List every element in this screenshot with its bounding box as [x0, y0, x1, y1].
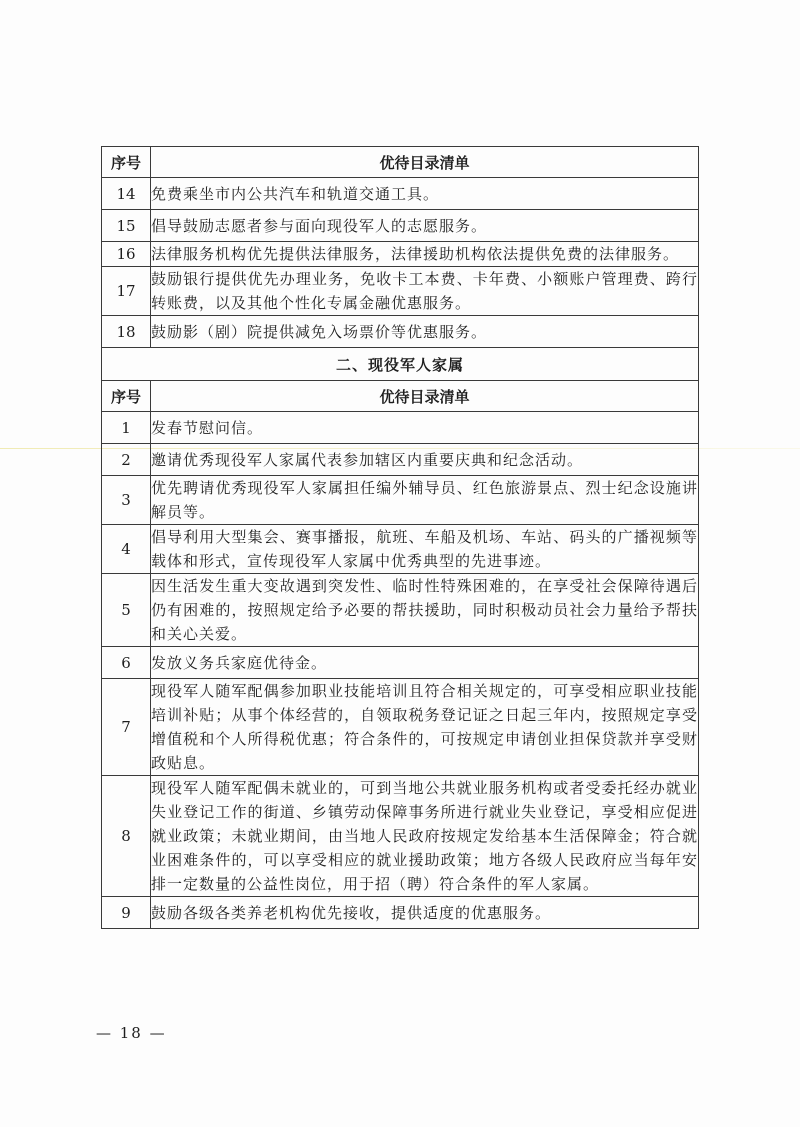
table-header-row	[102, 381, 699, 412]
row-number: 3	[102, 476, 151, 525]
header-catalog-title: 优待目录清单	[151, 381, 699, 412]
row-text: 邀请优秀现役军人家属代表参加辖区内重要庆典和纪念活动。	[151, 444, 699, 476]
section-title: 二、现役军人家属	[102, 348, 699, 381]
row-number: 8	[102, 776, 151, 897]
table-row	[102, 525, 699, 574]
row-number: 16	[102, 242, 151, 267]
row-number: 14	[102, 178, 151, 210]
preferential-treatment-table	[101, 146, 699, 929]
table-row	[102, 476, 699, 525]
row-text: 发放义务兵家庭优待金。	[151, 647, 699, 679]
row-number: 1	[102, 412, 151, 444]
table-row	[102, 897, 699, 929]
table-row	[102, 444, 699, 476]
row-text: 法律服务机构优先提供法律服务，法律援助机构依法提供免费的法律服务。	[151, 242, 699, 267]
row-text: 倡导利用大型集会、赛事播报，航班、车船及机场、车站、码头的广播视频等载体和形式，宣传现役军人家属中优秀典型的先进事迹。	[151, 525, 699, 574]
table-row	[102, 316, 699, 348]
header-catalog-title: 优待目录清单	[151, 147, 699, 178]
table-row	[102, 210, 699, 242]
row-text: 鼓励各级各类养老机构优先接收，提供适度的优惠服务。	[151, 897, 699, 929]
row-number: 6	[102, 647, 151, 679]
row-number: 15	[102, 210, 151, 242]
row-number: 7	[102, 679, 151, 776]
table-row	[102, 242, 699, 267]
row-number: 17	[102, 267, 151, 316]
table-row	[102, 679, 699, 776]
table-row	[102, 647, 699, 679]
row-number: 5	[102, 574, 151, 647]
row-text: 免费乘坐市内公共汽车和轨道交通工具。	[151, 178, 699, 210]
row-text: 鼓励银行提供优先办理业务，免收卡工本费、卡年费、小额账户管理费、跨行转账费，以及其他个性化专属金融优惠服务。	[151, 267, 699, 316]
row-text: 优先聘请优秀现役军人家属担任编外辅导员、红色旅游景点、烈士纪念设施讲解员等。	[151, 476, 699, 525]
table-row	[102, 412, 699, 444]
section-row	[102, 348, 699, 381]
row-number: 2	[102, 444, 151, 476]
row-text: 发春节慰问信。	[151, 412, 699, 444]
row-text: 鼓励影（剧）院提供减免入场票价等优惠服务。	[151, 316, 699, 348]
row-number: 4	[102, 525, 151, 574]
table-row	[102, 776, 699, 897]
table-row	[102, 178, 699, 210]
row-number: 9	[102, 897, 151, 929]
page-number: — 18 —	[96, 1024, 167, 1042]
row-text: 倡导鼓励志愿者参与面向现役军人的志愿服务。	[151, 210, 699, 242]
table-header-row	[102, 147, 699, 178]
table-row	[102, 574, 699, 647]
header-serial-number: 序号	[102, 147, 151, 178]
row-text: 现役军人随军配偶参加职业技能培训且符合相关规定的，可享受相应职业技能培训补贴；从事个体经营的，自领取税务登记证之日起三年内，按照规定享受增值税和个人所得税优惠；符合条件的，可按规定申请创业担保贷款并享受财政贴息。	[151, 679, 699, 776]
table-row	[102, 267, 699, 316]
row-text: 现役军人随军配偶未就业的，可到当地公共就业服务机构或者受委托经办就业失业登记工作的街道、乡镇劳动保障事务所进行就业失业登记，享受相应促进就业政策；未就业期间，由当地人民政府按规定发给基本生活保障金；符合就业困难条件的，可以享受相应的就业援助政策；地方各级人民政府应当每年安排一定数量的公益性岗位，用于招（聘）符合条件的军人家属。	[151, 776, 699, 897]
row-number: 18	[102, 316, 151, 348]
header-serial-number: 序号	[102, 381, 151, 412]
row-text: 因生活发生重大变故遇到突发性、临时性特殊困难的，在享受社会保障待遇后仍有困难的，按照规定给予必要的帮扶援助，同时积极动员社会力量给予帮扶和关心关爱。	[151, 574, 699, 647]
